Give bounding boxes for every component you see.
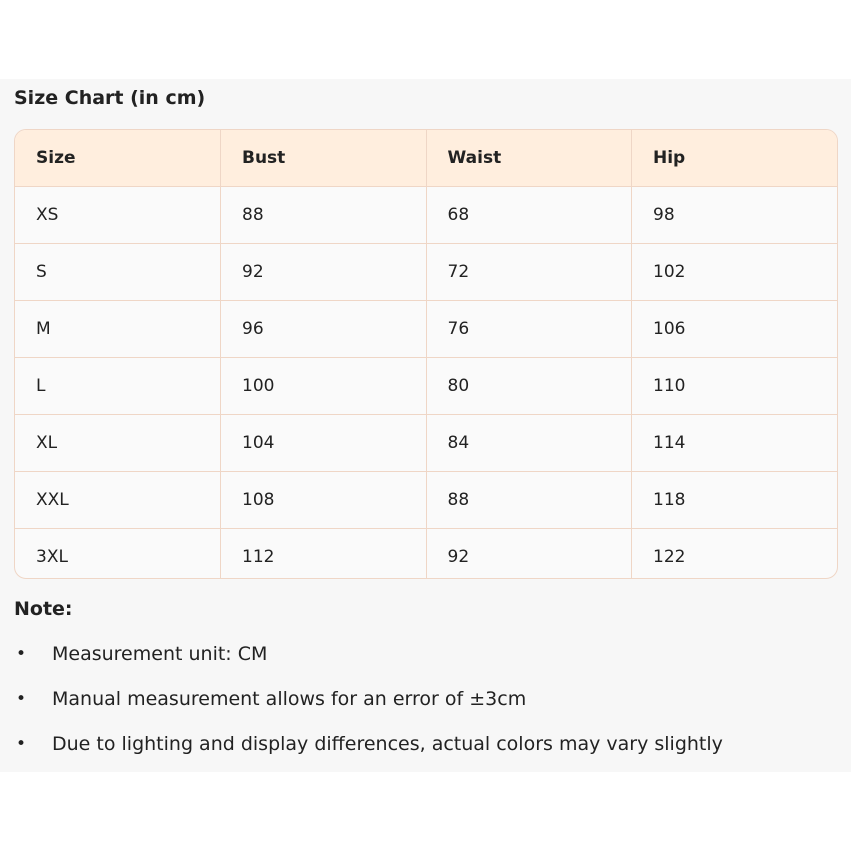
cell-bust: 92 [221,244,427,301]
header-size: Size [15,130,221,187]
size-table-container [14,129,838,579]
cell-bust: 100 [221,358,427,415]
table-header-row [15,130,837,187]
page-title: Size Chart (in cm) [14,87,206,109]
size-table [15,130,837,579]
cell-waist: 84 [426,415,632,472]
cell-waist: 72 [426,244,632,301]
note-text: Measurement unit: CM [52,643,268,665]
table-row [15,187,837,244]
cell-waist: 68 [426,187,632,244]
cell-bust: 108 [221,472,427,529]
cell-bust: 112 [221,529,427,580]
header-hip: Hip [632,130,838,187]
header-waist: Waist [426,130,632,187]
cell-hip: 102 [632,244,838,301]
bullet-icon: • [16,734,27,754]
cell-bust: 88 [221,187,427,244]
cell-hip: 114 [632,415,838,472]
header-bust: Bust [221,130,427,187]
cell-size: XL [15,415,221,472]
cell-hip: 98 [632,187,838,244]
cell-size: S [15,244,221,301]
note-text: Manual measurement allows for an error of ±3cm [52,688,527,710]
cell-size: XS [15,187,221,244]
cell-waist: 76 [426,301,632,358]
cell-waist: 92 [426,529,632,580]
bullet-icon: • [16,644,27,664]
cell-size: XXL [15,472,221,529]
bullet-icon: • [16,689,27,709]
cell-waist: 88 [426,472,632,529]
cell-hip: 106 [632,301,838,358]
table-row [15,415,837,472]
table-row [15,301,837,358]
cell-size: L [15,358,221,415]
cell-size: 3XL [15,529,221,580]
table-row [15,244,837,301]
note-text: Due to lighting and display differences, actual colors may vary slightly [52,733,723,755]
table-row [15,472,837,529]
table-row [15,529,837,580]
cell-hip: 122 [653,547,686,567]
cell-hip: 110 [632,358,838,415]
cell-size: M [15,301,221,358]
cell-hip: 118 [632,472,838,529]
cell-bust: 104 [221,415,427,472]
table-row [15,358,837,415]
cell-bust: 96 [221,301,427,358]
cell-waist: 80 [426,358,632,415]
note-heading: Note: [14,598,73,620]
